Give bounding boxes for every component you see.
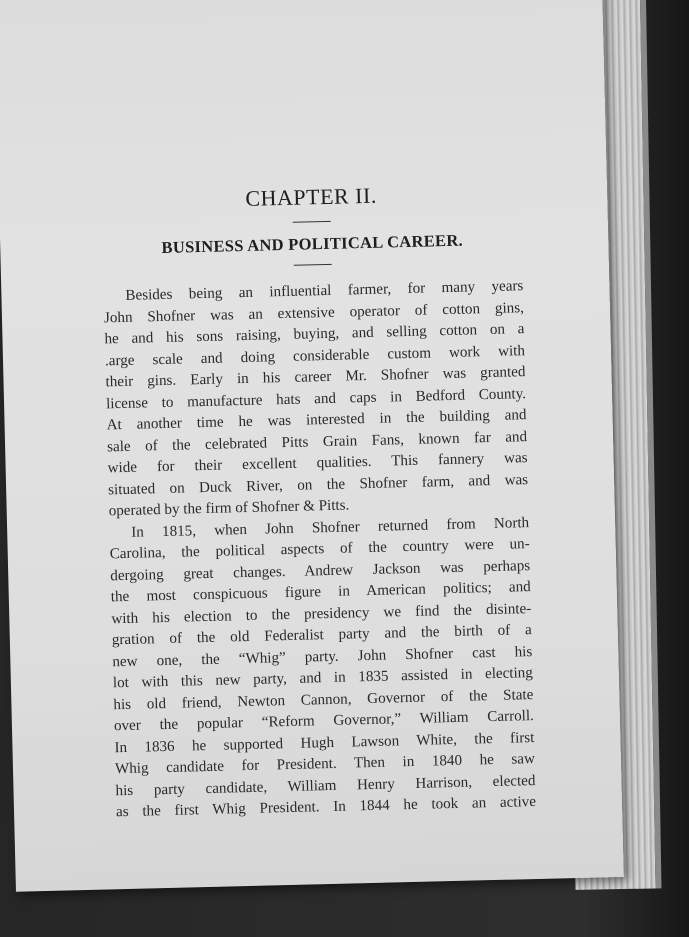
text-line: Carolina, the political aspects of the country were un- [109, 536, 530, 563]
text-line: his old friend, Newton Cannon, Governor of the State [113, 686, 534, 713]
paragraph [109, 513, 536, 824]
title-rule [294, 264, 332, 266]
text-line: his party candidate, William Henry Harrison, elected [115, 772, 536, 799]
text-line: In 1836 he supported Hugh Lawson White, the first [114, 729, 535, 756]
text-line: .arge scale and doing considerable custom work with [104, 342, 526, 369]
chapter-body [103, 276, 536, 824]
text-line: gration of the old Federalist party and the birth of a [111, 622, 532, 649]
text-line: over the popular “Reform Governor,” William Carroll. [113, 708, 535, 735]
text-line: Besides being an influential farmer, for many years [125, 278, 524, 304]
text-line: operated by the firm of Shofner & Pitts. [108, 497, 350, 520]
text-line: lot with this new party, and in 1835 assisted in electing [112, 665, 533, 692]
text-line: sale of the celebrated Pitts Grain Fans, known far and [106, 428, 528, 455]
paragraph [103, 276, 529, 523]
text-line: wide for their excellent qualities. This fannery was [107, 450, 528, 477]
page-content [101, 179, 536, 824]
text-line: dergoing great changes. Andrew Jackson was perhaps [110, 557, 531, 584]
chapter-number: CHAPTER II. [245, 182, 378, 211]
text-line: the most conspicuous figure in American politics; and [110, 579, 531, 606]
text-line: situated on Duck River, on the Shofner farm, and was [108, 471, 529, 498]
text-line: as the first Whig President. In 1844 he took an active [115, 794, 537, 821]
text-line: license to manufacture hats and caps in Bedford County. [105, 385, 527, 412]
text-line: their gins. Early in his career Mr. Shofner was granted [105, 364, 526, 391]
text-line: with his election to the presidency we find the disinte- [111, 600, 532, 627]
text-line: John Shofner was an extensive operator of cotton gins, [103, 299, 525, 326]
chapter-title: BUSINESS AND POLITICAL CAREER. [161, 230, 464, 257]
text-line: In 1815, when John Shofner returned from North [131, 514, 530, 541]
text-line: Whig candidate for President. Then in 1840 he saw [114, 751, 536, 778]
text-line: At another time he was interested in the building and [106, 407, 527, 434]
text-line: new one, the “Whig” party. John Shofner cast his [112, 643, 533, 670]
chapter-rule [293, 221, 331, 223]
text-line: he and his sons raising, buying, and selling cotton on a [104, 321, 525, 348]
